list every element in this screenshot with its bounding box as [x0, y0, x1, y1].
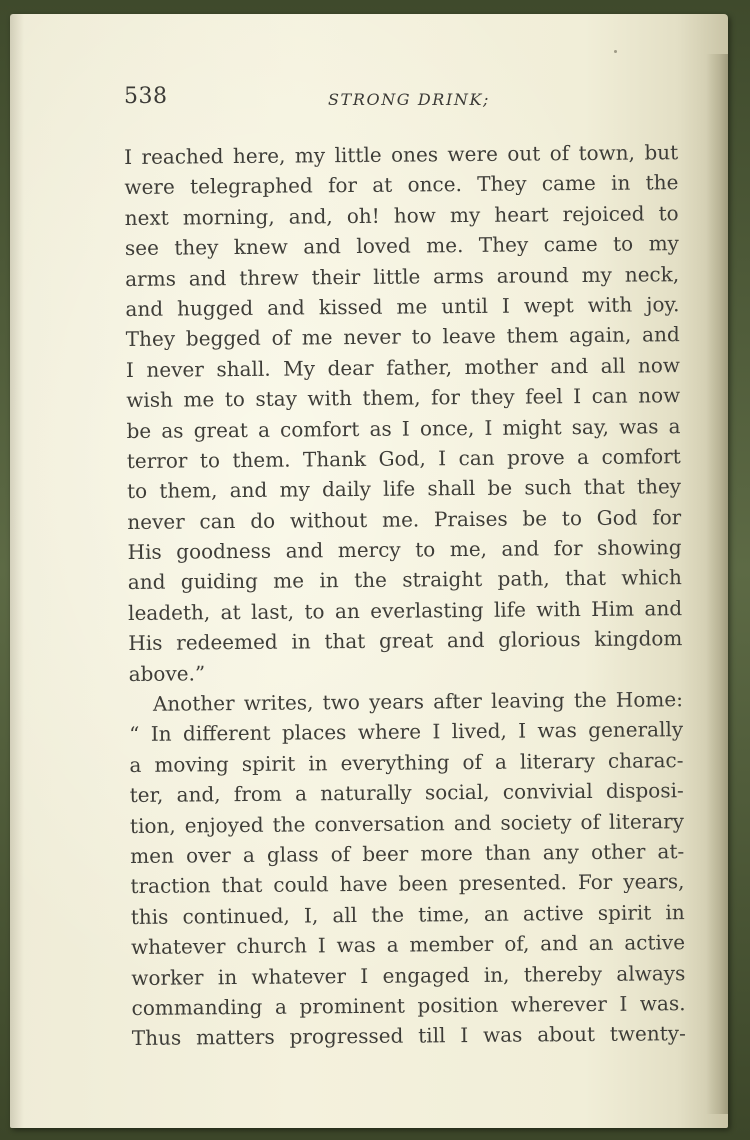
text-line: tion, enjoyed the conversation and society of literary — [129, 808, 685, 838]
running-head — [124, 80, 678, 116]
text-line: men over a glass of beer more than any other at- — [130, 839, 685, 868]
text-line: His redeemed in that great and glorious kingdom — [128, 626, 683, 656]
text-line: traction that could have been presented. For years, — [130, 869, 685, 899]
text-line: and guiding me in the straight path, that which — [127, 565, 682, 595]
text-line: Thus matters progressed till I was about twenty- — [131, 1021, 686, 1051]
text-line: worker in whatever I engaged in, thereby always — [131, 960, 686, 990]
text-line: a moving spirit in everything of a literary charac- — [129, 747, 684, 777]
text-line: and hugged and kissed me until I wept with joy. — [125, 292, 680, 321]
text-line: whatever church I was a member of, and an active — [130, 930, 686, 960]
text-line: terror to them. Thank God, I can prove a comfort — [126, 444, 681, 473]
body-text — [124, 137, 686, 1054]
text-line: be as great a comfort as I once, I might say, was a — [126, 413, 681, 443]
text-line: commanding a prominent position wherever I was. — [131, 991, 686, 1020]
text-line: next morning, and, oh! how my heart rejoiced to — [124, 200, 679, 230]
book-page — [10, 14, 728, 1128]
text-line: arms and threw their little arms around my neck, — [125, 261, 680, 291]
text-line: ter, and, from a naturally social, convivial disposi- — [129, 778, 684, 808]
text-line: never can do without me. Praises be to God for — [127, 504, 682, 534]
text-line: see they knew and loved me. They came to my — [124, 231, 680, 261]
text-line: to them, and my daily life shall be such that they — [126, 474, 682, 504]
page-edge-shading — [706, 54, 728, 1114]
text-line-paragraph-end: above.” — [128, 660, 206, 686]
text-line: were telegraphed for at once. They came in the — [124, 170, 679, 200]
text-line: leadeth, at last, to an everlasting life with Him and — [128, 596, 683, 625]
text-line: I reached here, my little ones were out of town, but — [124, 140, 679, 169]
text-line: this continued, I, all the time, an active spirit in — [130, 899, 685, 929]
text-line: “ In different places where I lived, I was generally — [129, 717, 684, 747]
paper-speck — [614, 50, 617, 53]
page-number: 538 — [124, 84, 168, 109]
text-line: They begged of me never to leave them again, and — [125, 322, 680, 352]
text-line: I never shall. My dear father, mother and all now — [125, 352, 681, 382]
text-line-paragraph-start: Another writes, two years after leaving the Home: — [152, 687, 683, 716]
running-title: STRONG DRINK; — [328, 90, 491, 109]
text-line: His goodness and mercy to me, and for showing — [127, 535, 682, 565]
text-line: wish me to stay with them, for they feel I can now — [126, 383, 681, 413]
gutter-shadow — [10, 14, 24, 1128]
